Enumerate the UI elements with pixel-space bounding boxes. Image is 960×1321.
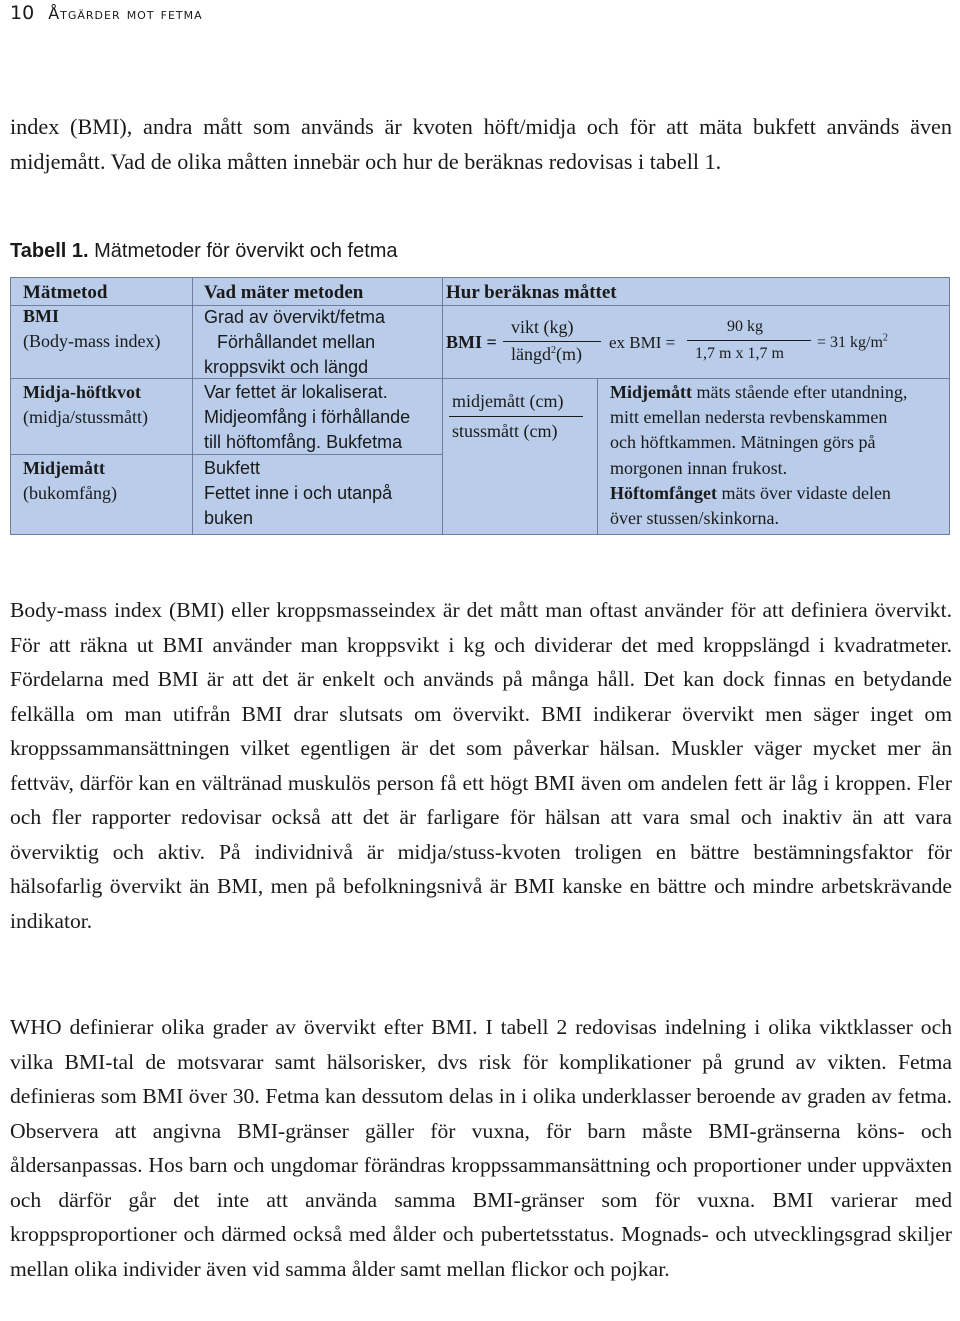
note-line-5: Höftomfånget mäts över vidaste delen: [610, 483, 891, 503]
header-what: Vad mäter metoden: [204, 282, 364, 303]
running-title: Åtgärder mot fetma: [48, 4, 203, 23]
whr-what-3: till höftomfång. Bukfetma: [204, 432, 403, 452]
table-caption: [10, 240, 398, 263]
table-divider: [11, 378, 949, 379]
bmi-what-1: Grad av övervikt/fetma: [204, 307, 386, 327]
whr-numerator: midjemått (cm): [452, 391, 564, 411]
page-header: [10, 2, 203, 30]
intro-paragraph: index (BMI), andra mått som används är kvoten höft/midja och för att mäta bukfett används även midjemått. Vad de olika måtten innebär och hur de beräknas redovisas i tabell 1.: [10, 114, 952, 174]
waist-what-2: Fettet inne i och utanpå: [204, 483, 393, 503]
note-line-4: morgonen innan frukost.: [610, 458, 788, 478]
bmi-example-label: ex BMI =: [609, 333, 676, 352]
bmi-example-result: = 31 $kg/m^2$: [817, 332, 888, 351]
bmi-example-numerator: 90 kg: [727, 318, 763, 335]
whr-what-1: Var fettet är lokaliserat.: [204, 382, 388, 402]
table-divider: [597, 378, 598, 534]
note-line-1: Midjemått mäts stående efter utandning,: [610, 382, 908, 402]
whr-name: Midja-höftkvot: [23, 382, 141, 402]
table-divider: [11, 305, 949, 306]
table-caption-label: Tabell 1.: [10, 240, 89, 262]
note-line-2: mitt emellan nedersta revbenskammen: [610, 407, 888, 427]
table-caption-text: Mätmetoder för övervikt och fetma: [88, 240, 398, 262]
header-method: Mätmetod: [23, 282, 108, 303]
bmi-numerator: vikt (kg): [511, 317, 574, 337]
waist-name: Midjemått: [23, 458, 105, 478]
bmi-example-denominator: 1,7 m x 1,7 m: [695, 345, 784, 362]
header-how: Hur beräknas måttet: [446, 282, 617, 303]
note-line-3: och höftkammen. Mätningen görs på: [610, 432, 876, 452]
page-number: 10: [10, 2, 35, 24]
bmi-name: BMI: [23, 306, 59, 326]
waist-what-1: Bukfett: [204, 458, 261, 478]
bmi-sub: (Body-mass index): [23, 331, 161, 351]
bmi-what-3: kroppsvikt och längd: [204, 357, 369, 377]
waist-what-3: buken: [204, 508, 254, 528]
methods-table: [10, 277, 950, 535]
body-paragraph-2: WHO definierar olika grader av övervikt efter BMI. I tabell 2 redovisas indelning i olika viktklasser och vilka BMI-tal de motsvarar samt hälsorisker, dvs risk för komplikationer på grund av vikten. Fetma definieras som BMI över 30. Fetma kan dessutom delas in i olika underklasser beroende av graden av fetma. Observera att angivna BMI-gränser gäller för vuxna, för barn måste BMI-gränserna köns- och åldersanpassas. Hos barn och ungdomar förändras kroppssammansättning och proportioner under uppväxten och därför går det inte att använda samma BMI-gränser som för vuxna. BMI varierar med kroppsproportioner och därmed också med ålder och pubertetsstatus. Mognads- och utvecklingsgrad skiljer mellan olika individer även vid samma ålder samt mellan flickor och pojkar.: [10, 1015, 952, 1281]
bmi-formula-lhs: BMI =: [446, 332, 497, 352]
whr-fraction-line: [449, 416, 583, 417]
body-paragraph-1: Body-mass index (BMI) eller kroppsmasseindex är det mått man oftast använder för att definiera övervikt. För att räkna ut BMI använder man kroppsvikt i kg och dividerar det med kroppslängd i kvadratmeter. Fördelarna med BMI är att det är enkelt och används på många håll. Det kan dock finnas en betydande felkälla om man utifrån BMI drar slutsats om övervikt. BMI indikerar övervikt men säger inget om kroppssammansättningen vilket egentligen är det som påverkar hälsan. Muskler väger mycket mer än fettväv, därför kan en vältränad muskulös person få ett högt BMI även om andelen fett är låg i kroppen. Fler och fler rapporter redovisar också att det är farligare för hälsan att vara smal och inaktiv än att vara överviktig och aktiv. På individnivå är midja/stuss-kvoten troligen en bättre bestämningsfaktor för hälsofarlig övervikt än BMI, men på befolkningsnivå är BMI kanske en bättre och mindre arbetskrävande indikator.: [10, 598, 952, 933]
table-divider: [192, 278, 193, 534]
bmi-what-2: Förhållandet mellan: [217, 332, 376, 352]
bmi-denominator: längd$^2$(m): [511, 344, 582, 364]
note-line-6: över stussen/skinkorna.: [610, 508, 779, 528]
waist-sub: (bukomfång): [23, 483, 117, 503]
table-divider: [442, 278, 443, 534]
whr-denominator: stussmått (cm): [452, 421, 558, 441]
whr-sub: (midja/stussmått): [23, 407, 148, 427]
whr-what-2: Midjeomfång i förhållande: [204, 407, 411, 427]
